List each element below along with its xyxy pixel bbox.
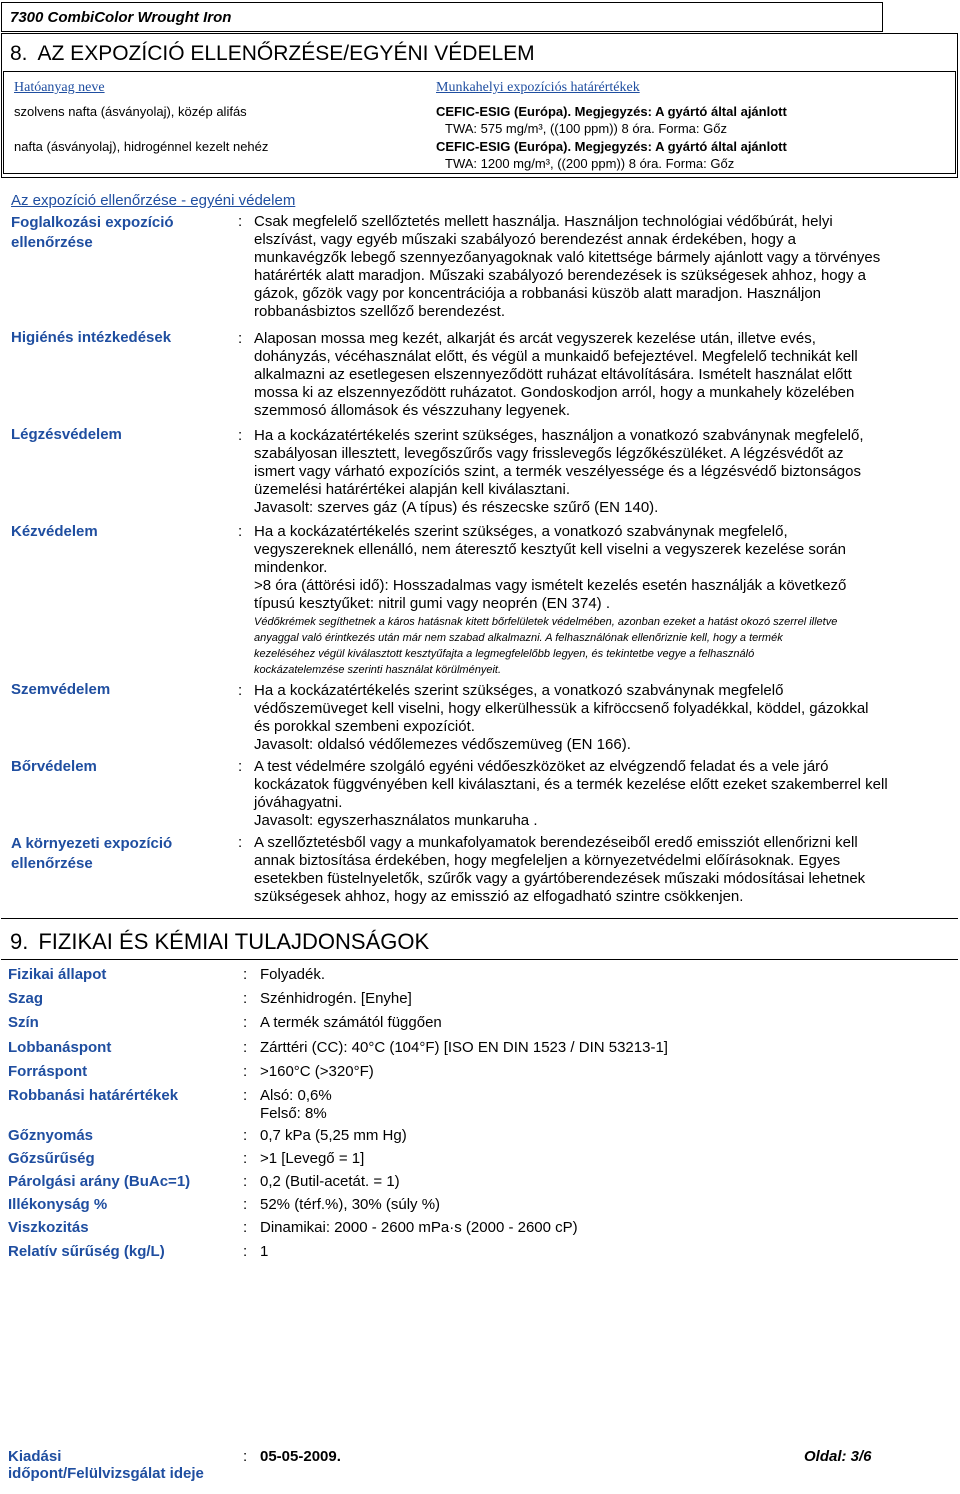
column-header-limits: Munkahelyi expozíciós határértékek [436, 80, 640, 95]
ingredient-name: szolvens nafta (ásványolaj), közép alifás [14, 104, 247, 119]
section-9-heading: FIZIKAI ÉS KÉMIAI TULAJDONSÁGOK [38, 929, 430, 954]
separator-colon: : [243, 966, 248, 983]
product-title: 7300 CombiColor Wrought Iron [10, 9, 232, 26]
issue-date-label: Kiadási időpont/Felülvizsgálat ideje [8, 1448, 204, 1482]
limit-value: TWA: 1200 mg/m³, ((200 ppm)) 8 óra. Forma: Gőz [445, 156, 735, 171]
eye-protection-text: Ha a kockázatértékelés szerint szükséges, a vonatkozó szabványnak megfelelő védőszemüveget kell viselni, hogy elkerülhessük a kifröccsenő folyadékkal, köddel, gázokkal és porokkal szembeni expozíciót. Javasolt: oldalsó védőlemezes védőszemüveg (EN 166). [254, 682, 869, 753]
separator-colon: : [243, 1063, 248, 1080]
section-8-title [10, 42, 545, 66]
property-value-evaporation-rate: 0,2 (Butil-acetát. = 1) [260, 1173, 400, 1190]
separator-colon: : [243, 1087, 248, 1104]
eye-protection-label: Szemvédelem [11, 681, 111, 698]
property-value-physical-state: Folyadék. [260, 966, 326, 983]
hand-protection-label: Kézvédelem [11, 523, 98, 540]
limit-source: CEFIC-ESIG (Európa). Megjegyzés: A gyártó által ajánlott [436, 104, 787, 119]
property-label-viscosity: Viszkozitás [8, 1219, 89, 1236]
property-value-vapor-pressure: 0,7 kPa (5,25 mm Hg) [260, 1127, 407, 1144]
property-value-boiling-point: >160°C (>320°F) [260, 1063, 374, 1080]
property-label-boiling-point: Forráspont [8, 1063, 88, 1080]
property-label-flash-point: Lobbanáspont [8, 1039, 112, 1056]
separator-colon: : [238, 427, 243, 444]
property-label-physical-state: Fizikai állapot [8, 966, 107, 983]
property-value-viscosity: Dinamikai: 2000 - 2600 mPa·s (2000 - 2600 cP) [260, 1219, 578, 1236]
separator-colon: : [238, 758, 243, 775]
section-9-number: 9. [10, 929, 29, 954]
page-number: Oldal: 3/6 [804, 1448, 872, 1465]
limit-source: CEFIC-ESIG (Európa). Megjegyzés: A gyártó által ajánlott [436, 139, 787, 154]
exposure-control-heading: Az expozíció ellenőrzése - egyéni védelem [11, 192, 296, 209]
property-label-evaporation-rate: Párolgási arány (BuAc=1) [8, 1173, 191, 1190]
property-label-explosion-limits: Robbanási határértékek [8, 1087, 179, 1104]
separator-colon: : [238, 330, 243, 347]
property-label-vapor-pressure: Gőznyomás [8, 1127, 94, 1144]
property-label-odor: Szag [8, 990, 44, 1007]
skin-protection-label: Bőrvédelem [11, 758, 97, 775]
issue-date-value: 05-05-2009. [260, 1448, 341, 1465]
section-8 [1, 33, 958, 178]
section-divider [1, 918, 958, 919]
separator-colon: : [243, 1448, 248, 1465]
occupational-exposure-label: Foglalkozási expozíció ellenőrzése [11, 214, 174, 251]
property-value-flash-point: Zárttéri (CC): 40°C (104°F) [ISO EN DIN 1523 / DIN 53213-1] [260, 1039, 668, 1056]
separator-colon: : [243, 1150, 248, 1167]
column-header-ingredient: Hatóanyag neve [14, 80, 105, 95]
separator-colon: : [243, 1196, 248, 1213]
property-value-color: A termék számától függően [260, 1014, 442, 1031]
hand-protection-note: Védőkrémek segíthetnek a káros hatásnak kitett bőrfelületek védelmében, azonban ezeket a hatást okozó szerrel illetve anyaggal való érintkezés után már nem szabad alkalmazni. A felhasználónak ellenőriznie kell, hogy a termék kezeléséhez végül kiválasztott kesztyűfajta a legmegfelelőbb legyen, és tekintetbe vegye a felhasználó kockázatelemzése szerinti használat körülményeit. [254, 616, 838, 676]
property-value-volatility: 52% (térf.%), 30% (súly %) [260, 1196, 441, 1213]
separator-colon: : [243, 1014, 248, 1031]
property-label-color: Szín [8, 1014, 39, 1031]
separator-colon: : [238, 682, 243, 699]
section-8-number: 8. [10, 42, 28, 65]
separator-colon: : [243, 990, 248, 1007]
property-value-explosion-limits: Alsó: 0,6% Felső: 8% [260, 1087, 332, 1122]
hygiene-label: Higiénés intézkedések [11, 329, 172, 346]
separator-colon: : [238, 213, 243, 230]
exposure-limits-table [3, 71, 956, 174]
respiratory-protection-label: Légzésvédelem [11, 426, 122, 443]
separator-colon: : [243, 1039, 248, 1056]
property-label-vapor-density: Gőzsűrűség [8, 1150, 95, 1167]
limit-value: TWA: 575 mg/m³, ((100 ppm)) 8 óra. Forma: Gőz [445, 121, 727, 136]
occupational-exposure-text: Csak megfelelő szellőztetés mellett használja. Használjon technológiai védőbúrát, helyi elszívást, vagy egyéb műszaki szabályozó berendezést annak érdekében, hogy a munkavégzők lebegő szennyezőanyagoknak való kitettsége bármely ajánlott vagy a törvényes határérték alatt maradjon. Műszaki szabályozó berendezések is szükségesek ahhoz, hogy a gázok, gőzök vagy por koncentrációja a robbanási küszöb alatt maradjon. Használjon robbanásbiztos szellőző berendezést. [254, 213, 881, 320]
hygiene-text: Alaposan mossa meg kezét, alkarját és arcát vegyszerek kezelése után, illetve evés, dohányzás, vécéhasználat előtt, és végül a munkaidő befejeztével. Megfelelő technikát kell alkalmazni az esetlegesen elszennyeződött ruházat eltávolítására. Ismételt használat előtt mossa ki az elszennyeződött ruházatot. Gondoskodjon arról, hogy a munkahely közelében szemmosó állomások és vészzuhany legyenek. [254, 330, 858, 419]
property-value-odor: Szénhidrogén. [Enyhe] [260, 990, 412, 1007]
separator-colon: : [243, 1219, 248, 1236]
property-label-relative-density: Relatív sűrűség (kg/L) [8, 1243, 165, 1260]
section-divider [1, 959, 958, 960]
section-8-heading: AZ EXPOZÍCIÓ ELLENŐRZÉSE/EGYÉNI VÉDELEM [37, 42, 535, 65]
section-9-title [10, 929, 439, 955]
environmental-exposure-text: A szellőztetésből vagy a munkafolyamatok berendezéseiből eredő emissziót ellenőrizni kell annak biztosítása érdekében, hogy megfeleljen a környezetvédelmi előírásoknak. Egyes esetekben füstelnyeletők, szűrők vagy a gyártóberendezések műszaki módosításai lehetnek szükségesek ahhoz, hogy az emisszió az elfogadható szintre csökkenjen. [254, 834, 866, 905]
separator-colon: : [238, 834, 243, 851]
separator-colon: : [243, 1173, 248, 1190]
ingredient-name: nafta (ásványolaj), hidrogénnel kezelt nehéz [14, 139, 269, 154]
separator-colon: : [243, 1243, 248, 1260]
document-header [1, 2, 883, 32]
environmental-exposure-label: A környezeti expozíció ellenőrzése [11, 835, 173, 872]
separator-colon: : [243, 1127, 248, 1144]
property-label-volatility: Illékonyság % [8, 1196, 108, 1213]
separator-colon: : [238, 523, 243, 540]
skin-protection-text: A test védelmére szolgáló egyéni védőeszközöket az elvégzendő feladat és a vele járó kockázatok függvényében kell kiválasztani, és a termék kezelése előtt ezeket szakemberrel kell jóváhagyatni. Javasolt: egyszerhasználatos munkaruha . [254, 758, 888, 829]
hand-protection-text: Ha a kockázatértékelés szerint szükséges, a vonatkozó szabványnak megfelelő, vegyszereknek ellenálló, nem áteresztő kesztyűt kell viselni a vegyszerek kezelése során mindenkor. >8 óra (áttörési idő): Hosszadalmas vagy ismételt kezelés esetén használják a következő típusú kesztyűket: nitril gumi vagy neoprén (EN 374) . [254, 523, 847, 612]
property-value-vapor-density: >1 [Levegő = 1] [260, 1150, 365, 1167]
respiratory-protection-text: Ha a kockázatértékelés szerint szükséges, használjon a vonatkozó szabványnak megfelelő, szabályosan illesztett, levegőszűrős vagy frisslevegős légzőkészüléket. A légzésvédőt az ismert vagy várható expozíciós szint, a termék veszélyessége és a légzésvédő biztonságos üzemelési határértékei alapján kell kiválasztani. Javasolt: szerves gáz (A típus) és részecske szűrő (EN 140). [254, 427, 864, 516]
property-value-relative-density: 1 [260, 1243, 269, 1260]
